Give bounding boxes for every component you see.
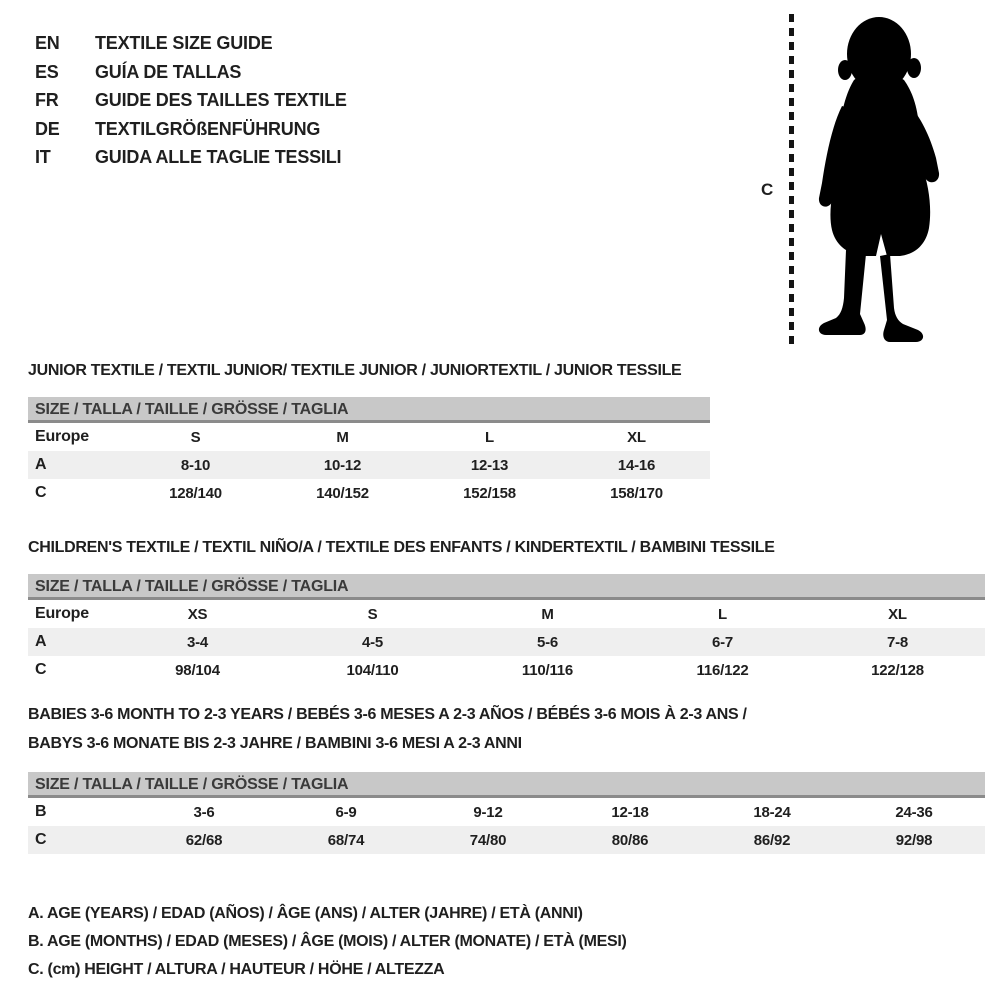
cell: 7-8 xyxy=(886,633,909,651)
cell: 92/98 xyxy=(895,831,933,849)
cell: 116/122 xyxy=(696,661,749,679)
cell: 24-36 xyxy=(895,803,933,821)
babies-title-line-1: BABIES 3-6 MONTH TO 2-3 YEARS / BEBÉS 3-6 MESES A 2-3 AÑOS / BÉBÉS 3-6 MOIS À 2-3 ANS / xyxy=(28,706,747,723)
cell: 80/86 xyxy=(611,831,649,849)
language-title: GUÍA DE TALLAS xyxy=(95,61,242,82)
children-size-table xyxy=(28,574,985,684)
table-row xyxy=(28,628,985,656)
language-code: ES xyxy=(35,61,59,82)
table-row xyxy=(28,826,985,854)
cell: XL xyxy=(888,605,907,623)
cell: 110/116 xyxy=(521,661,574,679)
language-code: FR xyxy=(35,90,59,111)
cell: L xyxy=(485,428,494,446)
legend-line-a: A. AGE (YEARS) / EDAD (AÑOS) / ÂGE (ANS) / ALTER (JAHRE) / ETÀ (ANNI) xyxy=(28,905,583,922)
list-item xyxy=(35,115,347,144)
row-label: C xyxy=(35,831,47,848)
list-item xyxy=(35,143,347,172)
cell: 8-10 xyxy=(180,456,211,474)
cell: 104/110 xyxy=(346,661,399,679)
legend xyxy=(28,900,627,984)
row-label: Europe xyxy=(35,605,89,622)
cell: M xyxy=(336,428,349,446)
cell: 5-6 xyxy=(536,633,559,651)
table-row xyxy=(28,451,710,479)
language-code: EN xyxy=(35,33,60,53)
cell: 86/92 xyxy=(753,831,791,849)
cell: 128/140 xyxy=(169,484,222,502)
language-title: TEXTILE SIZE GUIDE xyxy=(95,33,273,53)
cell: 140/152 xyxy=(316,484,369,502)
cell: S xyxy=(367,605,378,623)
cell: M xyxy=(541,605,554,623)
junior-size-table xyxy=(28,397,710,507)
table-row xyxy=(28,600,985,628)
babies-section-title xyxy=(28,700,747,758)
cell: 62/68 xyxy=(185,831,223,849)
size-header-bar: SIZE / TALLA / TAILLE / GRÖSSE / TAGLIA xyxy=(28,772,985,798)
list-item xyxy=(35,29,347,58)
cell: 152/158 xyxy=(463,484,516,502)
height-measure-label: C xyxy=(761,180,774,199)
language-title: TEXTILGRÖßENFÜHRUNG xyxy=(95,118,321,139)
row-label: C xyxy=(35,484,47,501)
cell: 6-9 xyxy=(335,803,357,821)
table-row xyxy=(28,479,710,507)
cell: 12-13 xyxy=(470,456,509,474)
row-label: B xyxy=(35,803,47,820)
legend-line-c: C. (cm) HEIGHT / ALTURA / HAUTEUR / HÖHE / ALTEZZA xyxy=(28,961,445,978)
legend-line-b: B. AGE (MONTHS) / EDAD (MESES) / ÂGE (MOIS) / ALTER (MONATE) / ETÀ (MESI) xyxy=(28,933,627,950)
cell: 122/128 xyxy=(871,661,924,679)
row-label: A xyxy=(35,633,47,650)
list-item xyxy=(35,86,347,115)
table-row xyxy=(28,798,985,826)
cell: 14-16 xyxy=(617,456,656,474)
row-label: Europe xyxy=(35,428,89,445)
cell: 9-12 xyxy=(473,803,503,821)
row-label: C xyxy=(35,661,47,678)
cell: 68/74 xyxy=(327,831,365,849)
cell: 18-24 xyxy=(753,803,791,821)
cell: L xyxy=(718,605,727,623)
cell: 3-6 xyxy=(193,803,215,821)
cell: 3-4 xyxy=(186,633,209,651)
cell: 74/80 xyxy=(469,831,507,849)
list-item xyxy=(35,58,347,87)
baby-silhouette-icon xyxy=(803,8,953,348)
cell: 4-5 xyxy=(361,633,384,651)
cell: 158/170 xyxy=(610,484,663,502)
cell: XL xyxy=(627,428,646,446)
cell: 98/104 xyxy=(175,661,220,679)
language-code: DE xyxy=(35,118,60,139)
size-header-bar: SIZE / TALLA / TAILLE / GRÖSSE / TAGLIA xyxy=(28,574,985,600)
table-row xyxy=(28,423,710,451)
babies-title-line-2: BABYS 3-6 MONATE BIS 2-3 JAHRE / BAMBINI 3-6 MESI A 2-3 ANNI xyxy=(28,735,522,752)
size-header-bar: SIZE / TALLA / TAILLE / GRÖSSE / TAGLIA xyxy=(28,397,710,423)
cell: 12-18 xyxy=(611,803,649,821)
table-row xyxy=(28,656,985,684)
language-title: GUIDE DES TAILLES TEXTILE xyxy=(95,90,347,111)
language-title: GUIDA ALLE TAGLIE TESSILI xyxy=(95,147,342,168)
cell: S xyxy=(190,428,201,446)
language-title-list xyxy=(35,29,347,172)
babies-size-table xyxy=(28,772,985,854)
junior-section-title: JUNIOR TEXTILE / TEXTIL JUNIOR/ TEXTILE JUNIOR / JUNIORTEXTIL / JUNIOR TESSILE xyxy=(28,362,682,379)
height-dashed-line-icon xyxy=(789,14,794,344)
children-section-title: CHILDREN'S TEXTILE / TEXTIL NIÑO/A / TEXTILE DES ENFANTS / KINDERTEXTIL / BAMBINI TESSILE xyxy=(28,539,775,556)
language-code: IT xyxy=(35,147,51,168)
cell: 6-7 xyxy=(711,633,734,651)
cell: XS xyxy=(187,605,208,623)
row-label: A xyxy=(35,456,47,473)
cell: 10-12 xyxy=(323,456,362,474)
